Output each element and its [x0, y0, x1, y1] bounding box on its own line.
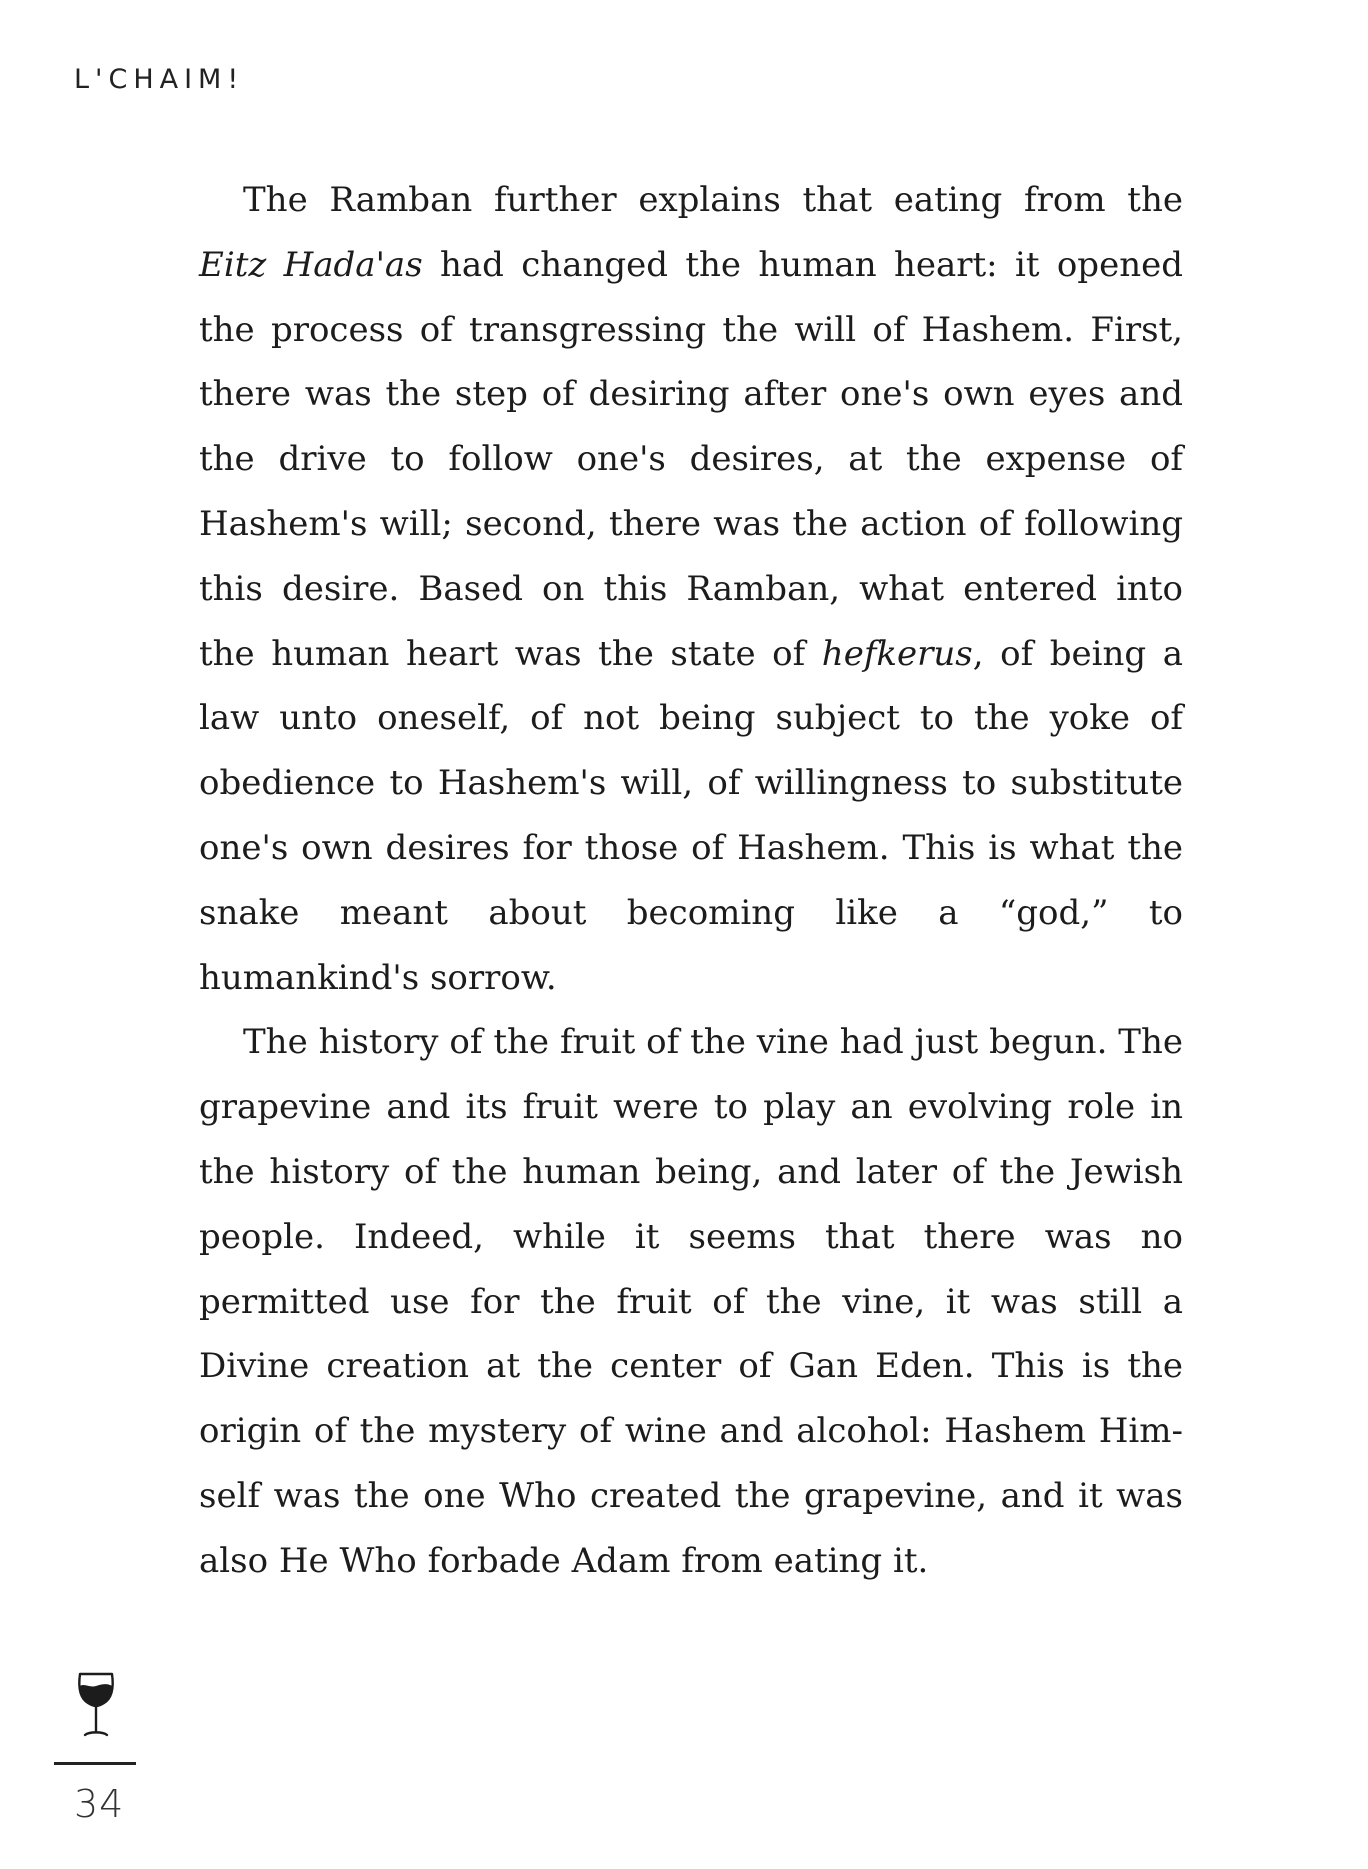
paragraph-1-term-hefkerus: hefkerus [821, 633, 973, 674]
page-number: 34 [74, 1782, 125, 1826]
running-head: L'CHAIM! [74, 64, 245, 95]
paragraph-2 [199, 1010, 1183, 1593]
paragraph-1-text-2: had changed the human heart: it opened the process of transgressing the will of Hashem. First, there was the step of desiring after one's own eyes and the drive to follow one's desires, at the expense of Hashem's will; second, there was the action of following this desire. Based on this Ramban, what entered into the human heart was the state of [199, 244, 1183, 674]
paragraph-2-text-1: The history of the fruit of the vine had just begun. The grapevine and its fruit were to play an evolving role in the history of the human being, and later of the Jewish people. Indeed, while it seems that there was no permitted use for the fruit of the vine, it was still a Divine creation at the center of Gan Eden. This is the origin of the mystery of wine and alcohol: Hashem Himself was the one Who created the grapevine, and it was also He Who forbade Adam from eating it. [199, 1022, 1183, 1581]
paragraph-1-text-1: The Ramban further explains that eating from the [243, 180, 1183, 220]
footer-rule [54, 1762, 136, 1765]
paragraph-1-text-3: , of being a law unto oneself, of not being subject to the yoke of obedience to Hashem's will, of willingness to substitute one's own desires for those of Hashem. This is what the snake meant about becoming like a “god,” to humankind's sorrow. [199, 633, 1183, 998]
wine-glass-icon [74, 1672, 118, 1738]
paragraph-1 [199, 168, 1183, 1010]
paragraph-1-term-eitz-hadaas: Eitz Hada'as [199, 244, 423, 285]
body-text [199, 168, 1183, 1594]
